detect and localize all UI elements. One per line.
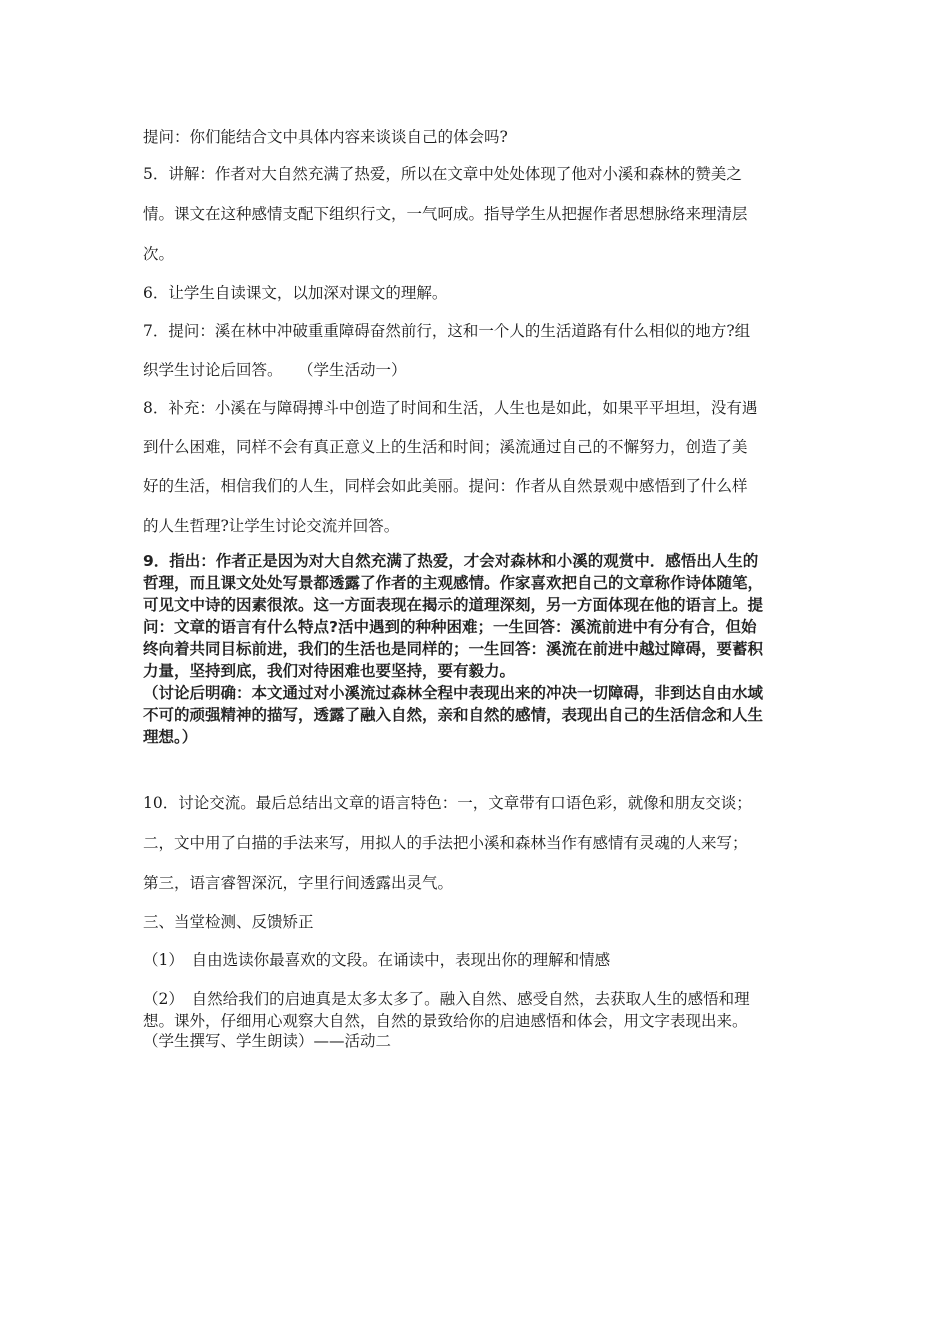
text-line: 二，文中用了白描的手法来写，用拟人的手法把小溪和森林当作有感情有灵魂的人来写； bbox=[143, 834, 748, 852]
text-line: 织学生讨论后回答。 （学生活动一） bbox=[143, 361, 407, 379]
section-heading: 三、当堂检测、反馈矫正 bbox=[143, 913, 314, 931]
text-line: （1） 自由选读你最喜欢的文段。在诵读中，表现出你的理解和情感 bbox=[143, 951, 611, 969]
text-line: 到什么困难，同样不会有真正意义上的生活和时间；溪流通过自己的不懈努力，创造了美 bbox=[143, 438, 748, 456]
text-line: 6．让学生自读课文，以加深对课文的理解。 bbox=[143, 284, 448, 302]
block-line: 不可的顽强精神的描写，透露了融入自然，亲和自然的感情，表现出自己的生活信念和人生 bbox=[143, 706, 764, 724]
block-line: 可见文中诗的因素很浓。这一方面表现在揭示的道理深刻，另一方面体现在他的语言上。提 bbox=[143, 596, 764, 614]
text-line: 提问：你们能结合文中具体内容来谈谈自己的体会吗? bbox=[143, 128, 508, 146]
text-line: 10．讨论交流。最后总结出文章的语言特色：一，文章带有口语色彩，就像和朋友交谈； bbox=[143, 794, 752, 812]
block-line: 力量，坚持到底，我们对待困难也要坚持，要有毅力。 bbox=[143, 662, 516, 680]
block-line: 9．指出：作者正是因为对大自然充满了热爱，才会对森林和小溪的观赏中．感悟出人生的 bbox=[143, 552, 759, 570]
block-line: 问：文章的语言有什么特点?活中遇到的种种困难；一生回答：溪流前进中有分有合，但始 bbox=[143, 618, 757, 636]
text-line: 的人生哲理?让学生讨论交流并回答。 bbox=[143, 517, 400, 535]
text-line: 情。课文在这种感情支配下组织行文，一气呵成。指导学生从把握作者思想脉络来理清层 bbox=[143, 205, 748, 223]
discussion-block bbox=[143, 550, 813, 748]
text-line: 好的生活，相信我们的人生，同样会如此美丽。提问：作者从自然景观中感悟到了什么样 bbox=[143, 477, 748, 495]
block-line: 终向着共同目标前进，我们的生活也是同样的；一生回答：溪流在前进中越过障碍，要蓄积 bbox=[143, 640, 764, 658]
text-line: 7．提问：溪在林中冲破重重障碍奋然前行，这和一个人的生活道路有什么相似的地方?组 bbox=[143, 322, 751, 340]
block-line: （讨论后明确：本文通过对小溪流过森林全程中表现出来的冲决一切障碍，非到达自由水域 bbox=[143, 684, 764, 702]
text-line: （学生撰写、学生朗读）——活动二 bbox=[143, 1032, 392, 1050]
text-line: 8．补充：小溪在与障碍搏斗中创造了时间和生活，人生也是如此，如果平平坦坦，没有遇 bbox=[143, 399, 758, 417]
text-line: 5．讲解：作者对大自然充满了热爱，所以在文章中处处体现了他对小溪和森林的赞美之 bbox=[143, 165, 742, 183]
text-line: 次。 bbox=[143, 245, 175, 263]
block-line: 理想。） bbox=[143, 728, 198, 746]
block-line: 哲理，而且课文处处写景都透露了作者的主观感情。作家喜欢把自己的文章称作诗体随笔， bbox=[143, 574, 764, 592]
text-line: 第三，语言睿智深沉，字里行间透露出灵气。 bbox=[143, 874, 454, 892]
text-line: 想。课外，仔细用心观察大自然，自然的景致给你的启迪感悟和体会，用文字表现出来。 bbox=[143, 1012, 748, 1030]
text-line: （2） 自然给我们的启迪真是太多太多了。融入自然、感受自然，去获取人生的感悟和理 bbox=[143, 990, 750, 1008]
